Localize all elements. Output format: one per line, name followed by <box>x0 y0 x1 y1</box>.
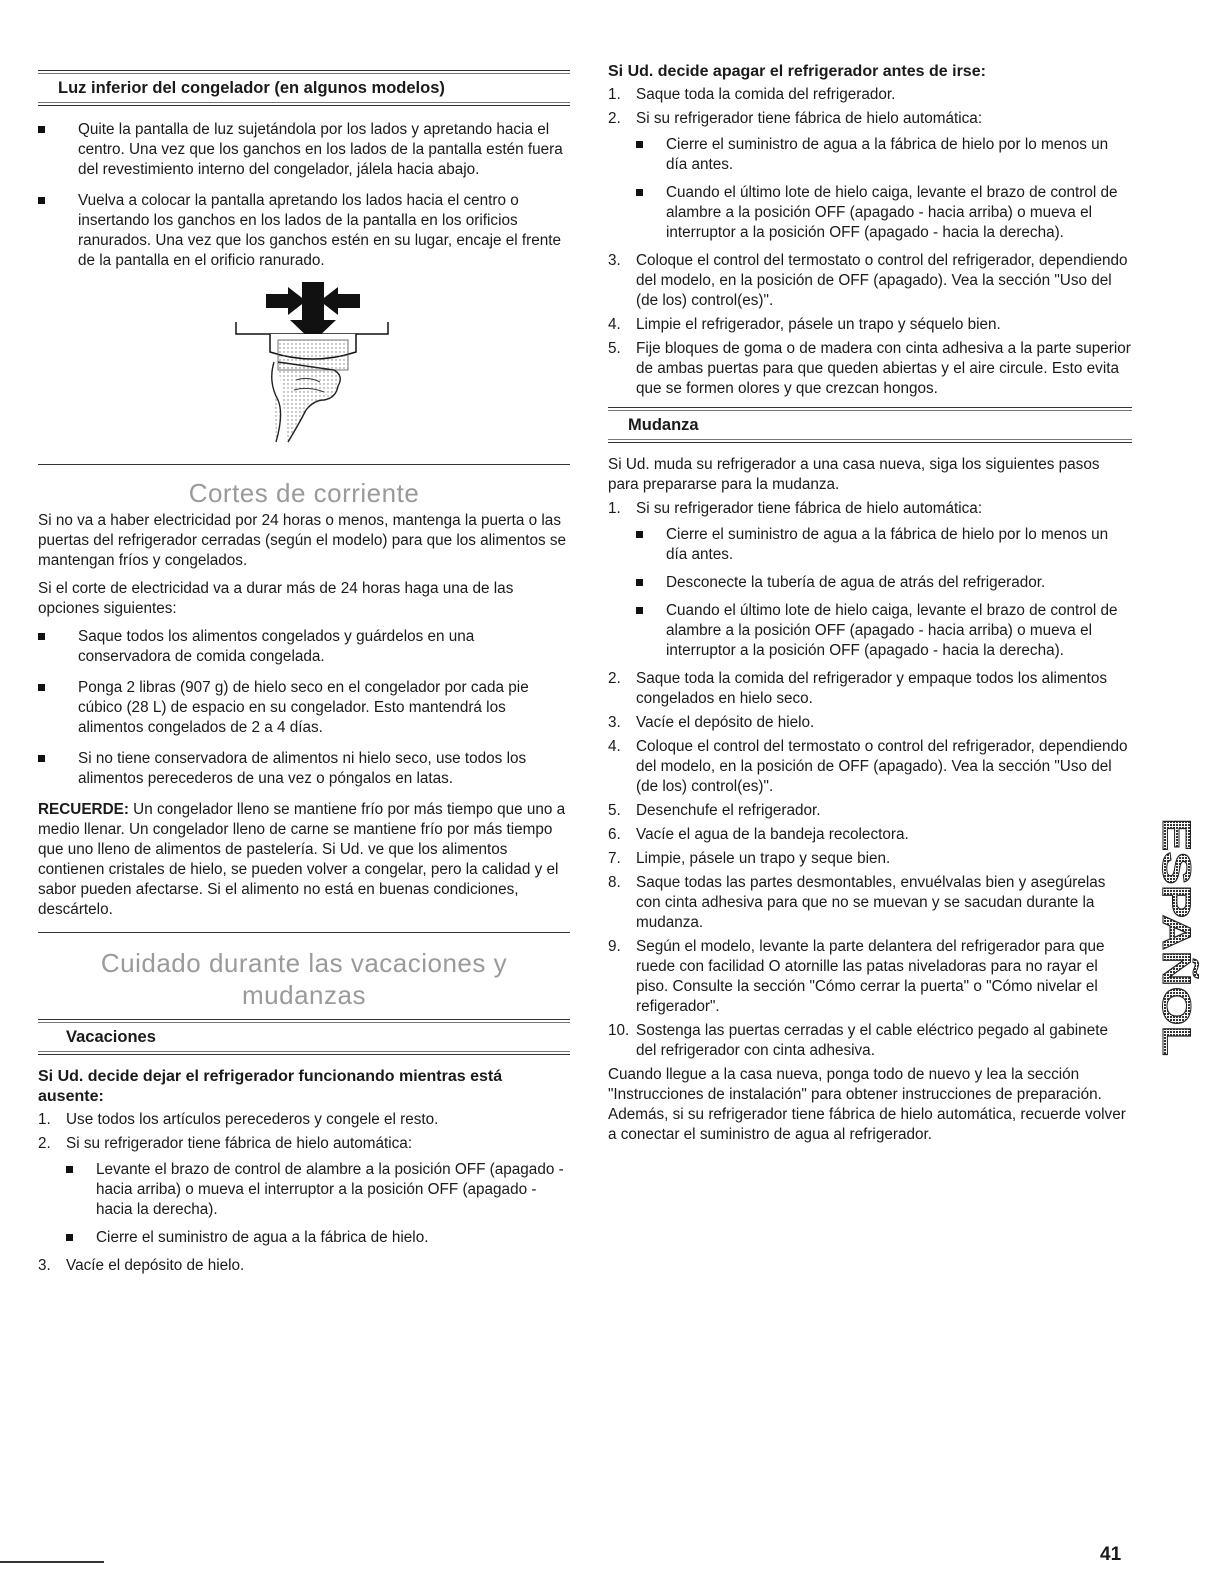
step-text: Limpie, pásele un trapo y seque bien. <box>636 850 891 867</box>
luz-bullets <box>38 120 570 271</box>
list-item: Levante el brazo de control de alambre a la posición OFF (apagado - hacia arriba) o mueva el interruptor a la posición OFF (apagado - hacia la derecha). <box>66 1160 570 1220</box>
rule <box>38 1051 570 1055</box>
corner-mark <box>0 1561 104 1563</box>
step-number: 2. <box>608 110 621 127</box>
list-item <box>608 849 1132 869</box>
arrow-right-icon <box>266 287 306 315</box>
step-number: 3. <box>38 1257 51 1274</box>
rule <box>38 102 570 106</box>
list-item <box>608 339 1132 399</box>
apagar-step2-bullets <box>636 135 1132 243</box>
mudanza-step1-bullets <box>636 525 1132 661</box>
page-number: 41 <box>1100 1544 1122 1565</box>
cortes-paragraph-1: Si no va a haber electricidad por 24 horas o menos, mantenga la puerta o las puertas del refrigerador cerradas (según el modelo) para que los alimentos se mantengan fríos y congelados. <box>38 512 567 569</box>
luz-heading: Luz inferior del congelador (en algunos modelos) <box>58 79 445 97</box>
step-text: Saque toda la comida del refrigerador y empaque todos los alimentos congelados en hielo seco. <box>636 670 1108 707</box>
step-text: Vacíe el depósito de hielo. <box>636 714 815 731</box>
step-number: 5. <box>608 340 621 357</box>
list-item <box>608 669 1132 709</box>
light-shield-drawing <box>38 282 570 452</box>
arrow-left-icon <box>320 287 360 315</box>
section-divider <box>38 464 570 465</box>
mudanza-intro: Si Ud. muda su refrigerador a una casa nueva, siga los siguientes pasos para prepararse para la mudanza. <box>608 456 1100 493</box>
step-text: Según el modelo, levante la parte delantera del refrigerador para que ruede con facilidad O atornille las patas niveladoras para no rayar el piso. Consulte la sección "Cómo cerrar la puerta" o "Cómo nivelar el refigerador". <box>636 938 1105 1015</box>
cuidado-title-line-1: Cuidado durante las vacaciones y <box>100 948 508 978</box>
list-item: Cuando el último lote de hielo caiga, levante el brazo de control de alambre a la posición OFF (apagado - hacia arriba) o mueva el interruptor a la posición OFF (apagado - hacia la derecha). <box>636 183 1132 243</box>
step-number: 2. <box>38 1135 51 1152</box>
dejar-steps <box>38 1110 570 1276</box>
step-text: Use todos los artículos perecederos y congele el resto. <box>66 1111 439 1128</box>
list-item <box>608 109 1132 243</box>
cortes-title: Cortes de corriente <box>188 478 420 508</box>
list-item: Cierre el suministro de agua a la fábrica de hielo por lo menos un día antes. <box>636 525 1132 565</box>
step-text: Coloque el control del termostato o control del refrigerador, dependiendo del modelo, en la posición de OFF (apagado). Vea la sección "Uso del (de los) control(es)". <box>636 738 1128 795</box>
step-number: 1. <box>38 1111 51 1128</box>
step-number: 10. <box>608 1022 630 1039</box>
mudanza-steps <box>608 499 1132 1061</box>
step-number: 1. <box>608 500 621 517</box>
list-item <box>608 85 1132 105</box>
list-item: Cierre el suministro de agua a la fábrica de hielo por lo menos un día antes. <box>636 135 1132 175</box>
list-item: Desconecte la tubería de agua de atrás del refrigerador. <box>636 573 1132 593</box>
list-item: Ponga 2 libras (907 g) de hielo seco en el congelador por cada pie cúbico (28 L) de espacio en su congelador. Esto mantendrá los alimentos congelados de 2 a 4 días. <box>38 678 570 738</box>
list-item <box>608 713 1132 733</box>
step-number: 7. <box>608 850 621 867</box>
apagar-heading: Si Ud. decide apagar el refrigerador antes de irse: <box>608 63 986 80</box>
list-item <box>38 1110 570 1130</box>
cortes-paragraph-2: Si el corte de electricidad va a durar más de 24 horas haga una de las opciones siguientes: <box>38 580 514 617</box>
step-number: 5. <box>608 802 621 819</box>
step-number: 4. <box>608 316 621 333</box>
list-item <box>608 499 1132 661</box>
recuerde-label: RECUERDE: <box>38 801 129 818</box>
step-number: 4. <box>608 738 621 755</box>
step-text: Saque toda la comida del refrigerador. <box>636 86 896 103</box>
list-item <box>608 315 1132 335</box>
side-tab-label: ESPAÑOL <box>1154 818 1198 1009</box>
apagar-steps <box>608 85 1132 399</box>
list-item <box>38 1134 570 1248</box>
recuerde-paragraph <box>38 800 570 920</box>
step-number: 1. <box>608 86 621 103</box>
left-column <box>38 60 570 1280</box>
step-text: Vacíe el agua de la bandeja recolectora. <box>636 826 909 843</box>
recuerde-text: Un congelador lleno se mantiene frío por más tiempo que uno a medio llenar. Un congelador lleno de carne se mantiene frío por más tiempo que uno lleno de alimentos de pastelería. Si Ud. ve que los alimentos contienen cristales de hielo, se pueden volver a congelar, pero la calidad y el sabor pueden afectarse. Si el alimento no está en buenas condiciones, descártelo. <box>38 801 566 918</box>
vacaciones-heading: Vacaciones <box>66 1028 156 1046</box>
list-item: Cuando el último lote de hielo caiga, levante el brazo de control de alambre a la posición OFF (apagado - hacia arriba) o mueva el interruptor a la posición OFF (apagado - hacia la derecha). <box>636 601 1132 661</box>
dejar-heading: Si Ud. decide dejar el refrigerador funcionando mientras está ausente: <box>38 1068 503 1105</box>
list-item <box>608 825 1132 845</box>
list-item <box>608 737 1132 797</box>
step-text: Limpie el refrigerador, pásele un trapo y séquelo bien. <box>636 316 1001 333</box>
step-number: 6. <box>608 826 621 843</box>
list-item <box>38 1256 570 1276</box>
list-item: Quite la pantalla de luz sujetándola por los lados y apretando hacia el centro. Una vez que los ganchos en los lados de la pantalla estén fuera del revestimiento interno del congelador, jálela hacia abajo. <box>38 120 570 180</box>
step-text: Si su refrigerador tiene fábrica de hielo automática: <box>66 1135 413 1152</box>
step-number: 3. <box>608 714 621 731</box>
step-text: Si su refrigerador tiene fábrica de hielo automática: <box>636 500 983 517</box>
list-item: Saque todos los alimentos congelados y guárdelos en una conservadora de comida congelada. <box>38 627 570 667</box>
section-divider <box>38 932 570 933</box>
step-text: Fije bloques de goma o de madera con cinta adhesiva a la parte superior de ambas puertas para que queden abiertas y el aire circule. Esto evita que se formen olores y que crezcan hongos. <box>636 340 1131 397</box>
dejar-step2-bullets <box>66 1160 570 1248</box>
list-item: Si no tiene conservadora de alimentos ni hielo seco, use todos los alimentos perecederos de una vez o póngalos en latas. <box>38 749 570 789</box>
step-text: Saque todas las partes desmontables, envuélvalas bien y asegúrelas con cinta adhesiva para que no se muevan y se sacudan durante la mudanza. <box>636 874 1106 931</box>
cortes-bullets <box>38 627 570 789</box>
mudanza-closing: Cuando llegue a la casa nueva, ponga todo de nuevo y lea la sección "Instrucciones de instalación" para obtener instrucciones de preparación. Además, si su refrigerador tiene fábrica de hielo automática, recuerde volver a conectar el suministro de agua al refrigerador. <box>608 1066 1126 1143</box>
mudanza-heading: Mudanza <box>628 416 699 434</box>
cuidado-title-line-2: mudanzas <box>242 980 366 1010</box>
right-column <box>608 60 1132 1145</box>
language-side-tab <box>1149 818 1201 1058</box>
step-text: Sostenga las puertas cerradas y el cable eléctrico pegado al gabinete del refrigerador con cinta adhesiva. <box>636 1022 1108 1059</box>
list-item <box>608 937 1132 1017</box>
list-item: Vuelva a colocar la pantalla apretando los lados hacia el centro o insertando los ganchos en los lados de la pantalla en los orificios ranurados. Una vez que los ganchos estén en su lugar, encaje el frente de la pantalla en el orificio ranurado. <box>38 191 570 271</box>
light-shield-illustration <box>38 282 570 452</box>
step-text: Coloque el control del termostato o control del refrigerador, dependiendo del modelo, en la posición de OFF (apagado). Vea la sección "Uso del (de los) control(es)". <box>636 252 1128 309</box>
list-item: Cierre el suministro de agua a la fábrica de hielo. <box>66 1228 570 1248</box>
step-number: 9. <box>608 938 621 955</box>
list-item <box>608 801 1132 821</box>
list-item <box>608 251 1132 311</box>
step-text: Si su refrigerador tiene fábrica de hielo automática: <box>636 110 983 127</box>
list-item <box>608 873 1132 933</box>
list-item <box>608 1021 1132 1061</box>
step-number: 2. <box>608 670 621 687</box>
step-text: Desenchufe el refrigerador. <box>636 802 821 819</box>
step-number: 8. <box>608 874 621 891</box>
step-number: 3. <box>608 252 621 269</box>
step-text: Vacíe el depósito de hielo. <box>66 1257 245 1274</box>
rule <box>608 439 1132 443</box>
